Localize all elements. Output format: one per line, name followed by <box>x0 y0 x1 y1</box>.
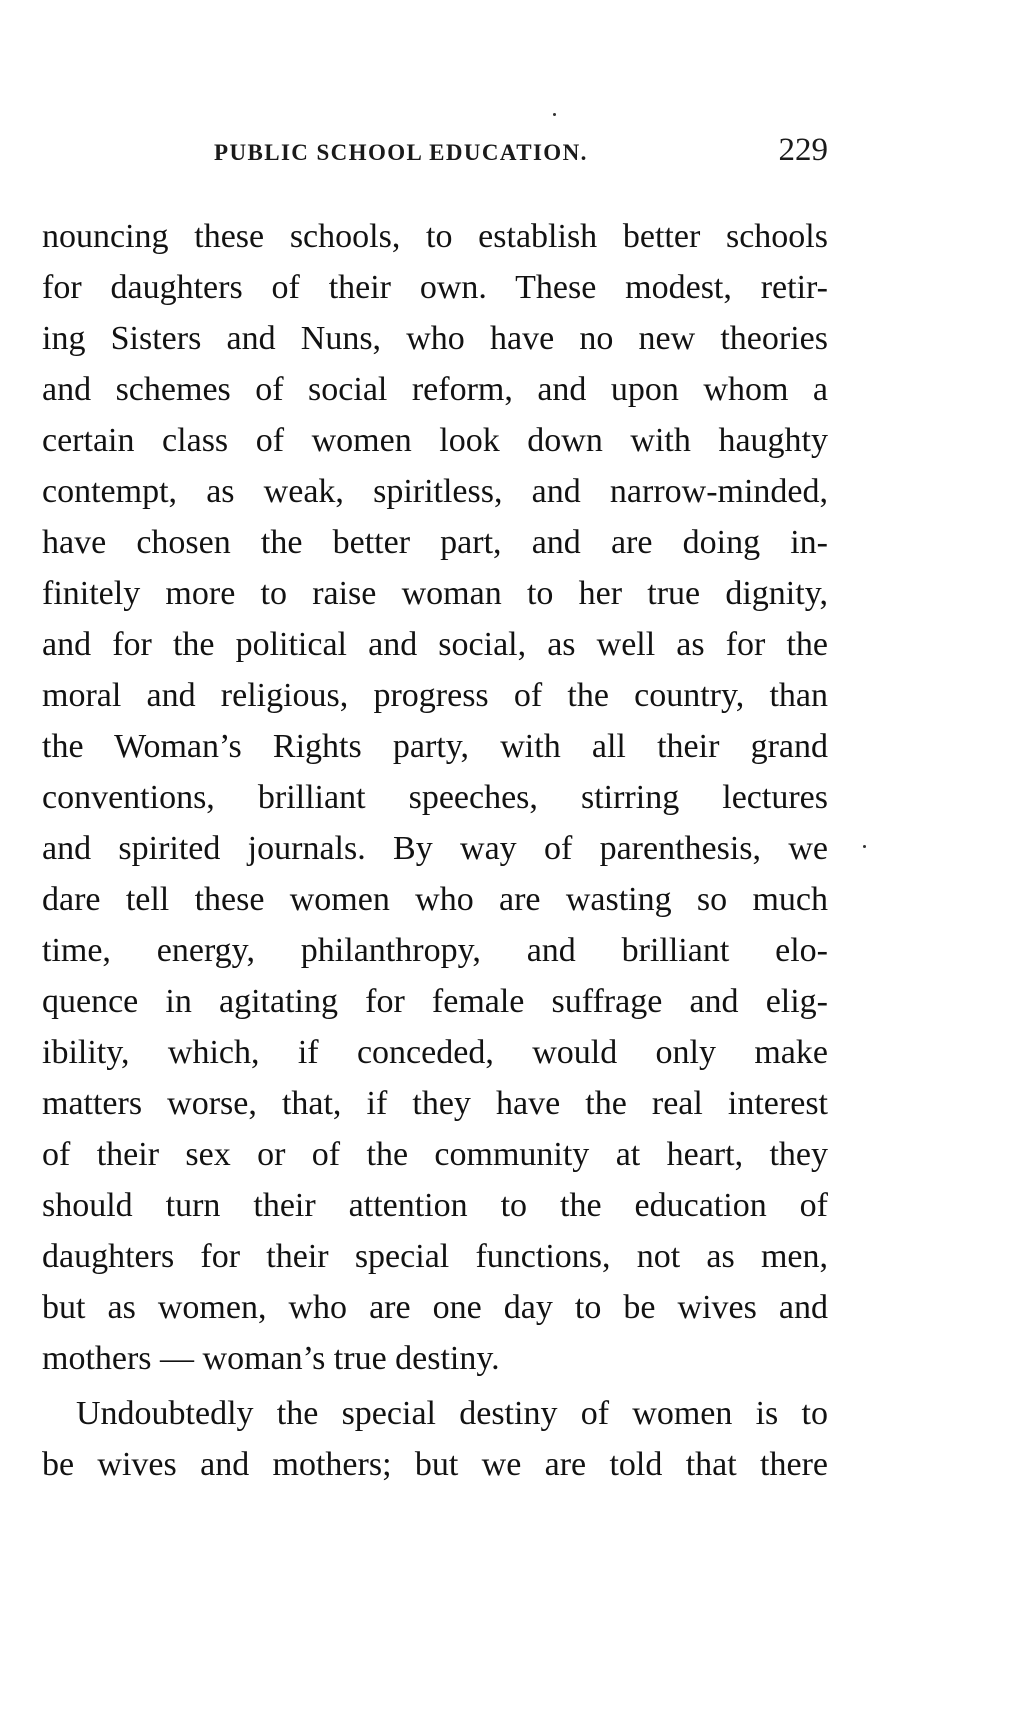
print-speck <box>553 113 556 116</box>
text-line: contempt, as weak, spiritless, and narrow-minded, <box>42 473 828 510</box>
paragraph-1 <box>42 211 828 1384</box>
text-line: ibility, which, if conceded, would only make <box>42 1034 828 1071</box>
body-text <box>42 211 828 1490</box>
text-line: have chosen the better part, and are doing in- <box>42 524 828 561</box>
page-header <box>214 132 828 172</box>
text-line: conventions, brilliant speeches, stirring lectures <box>42 779 828 816</box>
text-line: Undoubtedly the special destiny of women is to <box>76 1395 828 1432</box>
text-line: ing Sisters and Nuns, who have no new theories <box>42 320 828 357</box>
print-speck <box>863 845 866 848</box>
running-head: PUBLIC SCHOOL EDUCATION. <box>214 140 588 165</box>
text-line: for daughters of their own. These modest, retir- <box>42 269 828 306</box>
text-line: time, energy, philanthropy, and brilliant elo- <box>42 932 828 969</box>
text-line: daughters for their special functions, not as men, <box>42 1238 828 1275</box>
text-line: moral and religious, progress of the country, than <box>42 677 828 714</box>
text-line: and schemes of social reform, and upon whom a <box>42 371 828 408</box>
text-line: of their sex or of the community at heart, they <box>42 1136 828 1173</box>
paragraph-2 <box>42 1388 828 1490</box>
text-line: certain class of women look down with haughty <box>42 422 828 459</box>
text-line: finitely more to raise woman to her true dignity, <box>42 575 828 612</box>
text-line: should turn their attention to the education of <box>42 1187 828 1224</box>
text-line: dare tell these women who are wasting so much <box>42 881 828 918</box>
text-line: and spirited journals. By way of parenthesis, we <box>42 830 828 867</box>
text-line: be wives and mothers; but we are told that there <box>42 1446 828 1483</box>
text-line: and for the political and social, as well as for the <box>42 626 828 663</box>
text-line: but as women, who are one day to be wives and <box>42 1289 828 1326</box>
page-number: 229 <box>778 132 828 168</box>
text-line: mothers — woman’s true destiny. <box>42 1340 500 1377</box>
text-line: the Woman’s Rights party, with all their grand <box>42 728 828 765</box>
text-line: quence in agitating for female suffrage and elig- <box>42 983 828 1020</box>
text-line: matters worse, that, if they have the real interest <box>42 1085 828 1122</box>
text-line: nouncing these schools, to establish better schools <box>42 218 828 255</box>
